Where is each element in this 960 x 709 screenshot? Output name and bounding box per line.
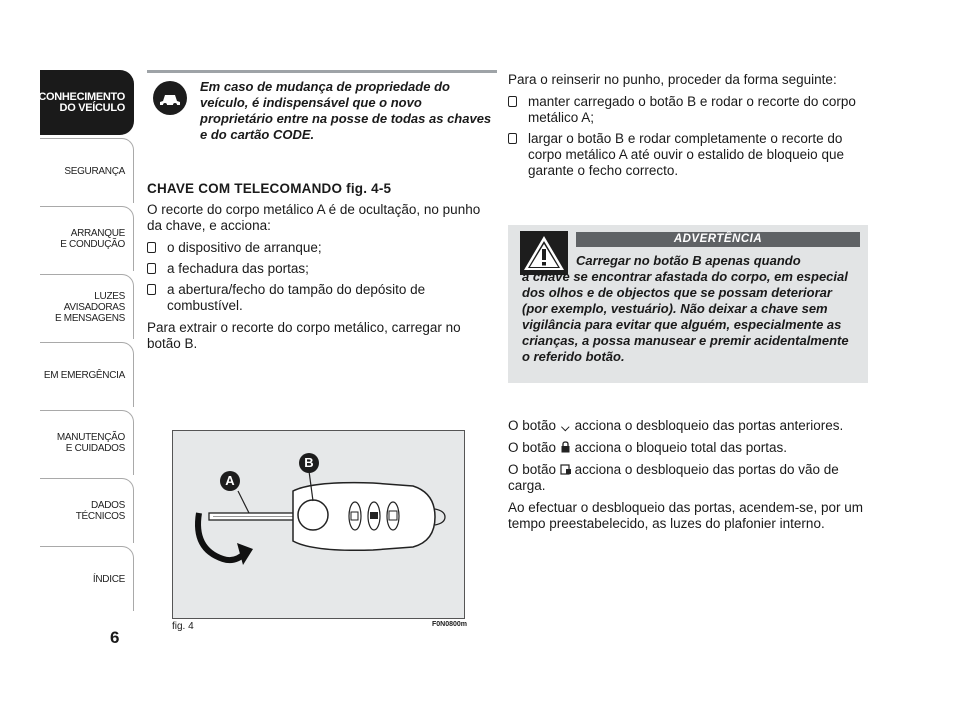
list-item: largar o botão B e rodar completamente o recorte do corpo metálico A até ouvir o estalido de bloqueio que garante o fecho correcto. <box>508 131 868 179</box>
extract-instruction: Para extrair o recorte do corpo metálico, carregar no botão B. <box>147 320 461 351</box>
tab-indice[interactable]: ÍNDICE <box>40 546 134 611</box>
right-column <box>508 72 868 185</box>
tab-seguranca[interactable]: SEGURANÇA <box>40 138 134 203</box>
warning-rest: a chave se encontrar afastada do corpo, em especial dos olhos e de objectos que se possam deteriorar (por exemplo, vestuário). Não deixar a chave sem vigilância para evitar que alguém, especialmente as crianças, a possa manusear e premir acidentalmente o referido botão. <box>522 269 849 364</box>
ownership-note <box>147 70 497 143</box>
section-intro: O recorte do corpo metálico A é de ocultação, no punho da chave, e acciona: <box>147 202 481 233</box>
warning-title: ADVERTÊNCIA <box>576 232 860 247</box>
note-first-line: Em caso de mudança de propriedade do <box>200 79 450 94</box>
text-prefix: O botão <box>508 418 557 433</box>
reinsert-list <box>508 94 868 179</box>
reinsert-intro: Para o reinserir no punho, proceder da forma seguinte: <box>508 72 837 87</box>
lock-all-text <box>508 440 868 456</box>
unlock-cargo-text <box>508 462 868 494</box>
unlock-cargo-icon <box>560 463 571 474</box>
button-descriptions <box>508 418 868 538</box>
list-item: a fechadura das portas; <box>147 261 497 277</box>
tab-em-emergencia[interactable]: EM EMERGÊNCIA <box>40 342 134 407</box>
warning-first-line: Carregar no botão B apenas quando <box>576 253 801 268</box>
warning-box <box>508 225 868 383</box>
key-figure <box>172 430 465 619</box>
page-number: 6 <box>110 628 120 647</box>
text-suffix: acciona o desbloqueio das portas anteriores. <box>574 418 844 433</box>
text-prefix: O botão <box>508 462 557 477</box>
chapter-sidebar <box>40 70 134 614</box>
left-column <box>147 70 497 358</box>
tab-luzes-avisadoras[interactable]: LUZES AVISADORAS E MENSAGENS <box>40 274 134 339</box>
tab-manutencao-e-cuidados[interactable]: MANUTENÇÃO E CUIDADOS <box>40 410 134 475</box>
unlock-front-icon: ⌵ <box>561 422 570 434</box>
section-heading: CHAVE COM TELECOMANDO fig. 4-5 <box>147 181 392 196</box>
tab-dados-tecnicos[interactable]: DADOS TÉCNICOS <box>40 478 134 543</box>
tab-arranque-e-conducao[interactable]: ARRANQUE E CONDUÇÃO <box>40 206 134 271</box>
figure-label: fig. 4 <box>172 621 194 632</box>
function-list <box>147 240 497 314</box>
text-prefix: O botão <box>508 440 557 455</box>
figure-code: F0N0800m <box>432 621 468 628</box>
note-rest: veículo, é indispensável que o novo proprietário entre na posse de todas as chaves e do cartão CODE. <box>200 95 492 142</box>
marker-b: B <box>299 453 319 473</box>
interior-lights-note: Ao efectuar o desbloqueio das portas, acendem-se, por um tempo preestabelecido, as luzes do plafonier interno. <box>508 500 863 531</box>
padlock-icon <box>560 441 571 452</box>
marker-a: A <box>220 471 240 491</box>
car-book-icon <box>153 81 187 115</box>
list-item: o dispositivo de arranque; <box>147 240 497 256</box>
unlock-front-text <box>508 418 868 434</box>
list-item: manter carregado o botão B e rodar o recorte do corpo metálico A; <box>508 94 868 126</box>
text-suffix: acciona o bloqueio total das portas. <box>574 440 787 455</box>
list-item: a abertura/fecho do tampão do depósito de combustível. <box>147 282 497 314</box>
tab-conhecimento-do-veiculo[interactable]: CONHECIMENTO DO VEÍCULO <box>40 70 134 135</box>
text-suffix: acciona o desbloqueio das portas do vão de carga. <box>508 462 839 493</box>
